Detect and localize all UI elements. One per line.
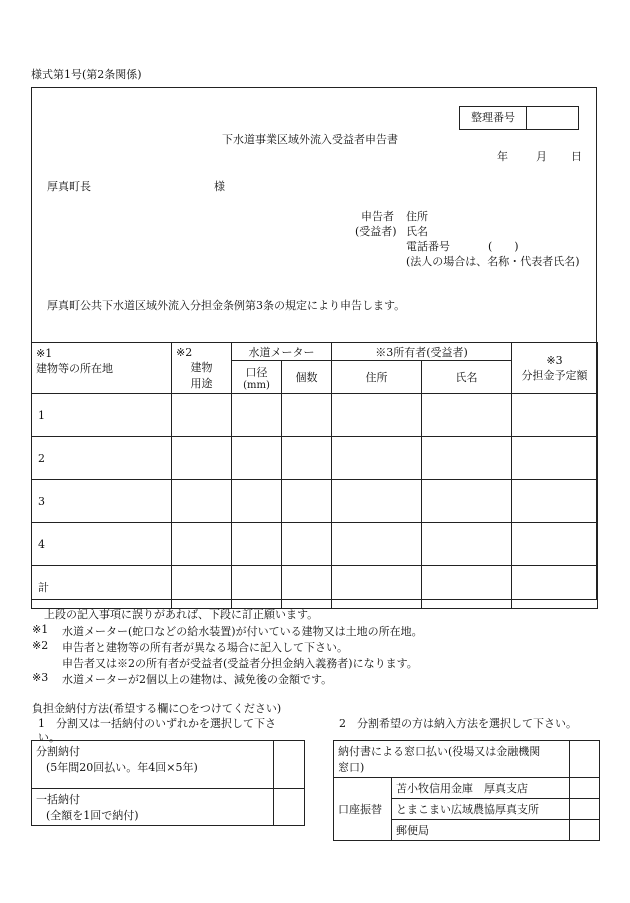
row-usage[interactable]: [172, 480, 232, 523]
total-count[interactable]: [282, 566, 332, 609]
meter-count-header: 個数: [282, 361, 332, 394]
amount-label: 分担金予定額: [521, 368, 588, 382]
row-usage[interactable]: [172, 394, 232, 437]
lump-detail: (全額を1回で納付): [46, 809, 139, 822]
note-1: 水道メーター(蛇口などの給水装置)が付いている建物又は土地の所在地。: [62, 625, 423, 638]
owner-header: ※3所有者(受益者): [332, 343, 512, 361]
total-location[interactable]: [32, 566, 172, 609]
row-count[interactable]: [282, 437, 332, 480]
row-amount[interactable]: [512, 394, 598, 437]
reference-label: 整理番号: [460, 107, 527, 129]
total-diameter[interactable]: [232, 566, 282, 609]
date-day: 日: [571, 150, 582, 163]
row-location[interactable]: [32, 437, 172, 480]
row-owner-address[interactable]: [332, 523, 422, 566]
usage-label-2: 用途: [190, 377, 213, 390]
row-amount[interactable]: [512, 480, 598, 523]
counter-check-cell[interactable]: [570, 741, 600, 778]
date-month: 月: [536, 150, 547, 163]
note-2-mark: ※2: [32, 639, 49, 652]
total-label: 計: [38, 581, 49, 594]
meter-diameter-label: 口径: [245, 365, 268, 379]
bank-1: 苫小牧信用金庫 厚真支店: [392, 778, 570, 799]
payment-left-instruction-1: 1 分割又は一括納付のいずれかを選択して下さ: [38, 717, 276, 730]
declaration-text: 厚真町公共下水道区域外流入分担金条例第3条の規定により申告します。: [47, 299, 406, 312]
row-owner-address[interactable]: [332, 480, 422, 523]
row-count[interactable]: [282, 523, 332, 566]
row-diameter[interactable]: [232, 394, 282, 437]
reference-value[interactable]: [527, 107, 578, 129]
meter-diameter-unit: (mm): [243, 379, 270, 391]
row-number: 4: [38, 537, 45, 551]
location-header: [32, 343, 172, 394]
row-amount[interactable]: [512, 437, 598, 480]
payment-left-instruction-2: い。: [38, 731, 60, 744]
note-3: 水道メーターが2個以上の建物は、減免後の金額です。: [62, 673, 333, 686]
lump-option: [32, 789, 274, 826]
row-owner-address[interactable]: [332, 437, 422, 480]
row-count[interactable]: [282, 480, 332, 523]
row-diameter[interactable]: [232, 523, 282, 566]
counter-label-1: 納付書による窓口払い(役場又は金融機関: [338, 745, 541, 758]
total-row: [32, 566, 598, 609]
note-1-mark: ※1: [32, 623, 49, 636]
bank-2-check-cell[interactable]: [570, 799, 600, 820]
row-number: 2: [38, 451, 45, 465]
declarant-role: 申告者: [361, 210, 394, 223]
installment-label: 分割納付: [36, 745, 80, 758]
total-amount[interactable]: [512, 566, 598, 609]
meter-header: 水道メーター: [232, 343, 332, 361]
location-mark: ※1: [36, 347, 53, 360]
meter-diameter-header: [232, 361, 282, 394]
total-owner-address[interactable]: [332, 566, 422, 609]
name-label: 氏名: [406, 225, 428, 238]
row-owner-address[interactable]: [332, 394, 422, 437]
row-location[interactable]: [32, 394, 172, 437]
form-title: 下水道事業区域外流入受益者申告書: [222, 133, 398, 146]
bank-3: 郵便局: [392, 820, 570, 841]
phone-label: 電話番号: [406, 240, 450, 253]
usage-label-1: 建物: [190, 361, 213, 374]
total-owner-name[interactable]: [422, 566, 512, 609]
bank-2: とまこまい広域農協厚真支所: [392, 799, 570, 820]
table-row: [32, 480, 598, 523]
table-row: [32, 437, 598, 480]
row-usage[interactable]: [172, 523, 232, 566]
row-usage[interactable]: [172, 437, 232, 480]
building-table: [31, 342, 598, 609]
beneficiary-role: (受益者): [355, 225, 397, 238]
row-number: 3: [38, 494, 45, 508]
payment-method-table: [31, 740, 305, 826]
owner-name-header: 氏名: [422, 361, 512, 394]
row-owner-name[interactable]: [422, 523, 512, 566]
lump-check-cell[interactable]: [274, 789, 305, 826]
owner-address-header: 住所: [332, 361, 422, 394]
counter-label-2: 窓口): [338, 761, 365, 774]
table-row: [32, 523, 598, 566]
amount-mark: ※3: [546, 353, 563, 367]
bank-1-check-cell[interactable]: [570, 778, 600, 799]
row-location[interactable]: [32, 480, 172, 523]
bank-3-check-cell[interactable]: [570, 820, 600, 841]
row-owner-name[interactable]: [422, 480, 512, 523]
installment-check-cell[interactable]: [274, 741, 305, 789]
address-label: 住所: [406, 210, 428, 223]
amount-header: [512, 343, 598, 394]
note-2b: 申告者又は※2の所有者が受益者(受益者分担金納入義務者)になります。: [62, 657, 418, 670]
row-count[interactable]: [282, 394, 332, 437]
counter-option: [334, 741, 570, 778]
payment-right-instruction: 2 分割希望の方は納入方法を選択して下さい。: [339, 717, 577, 730]
table-row: [32, 394, 598, 437]
note-3-mark: ※3: [32, 671, 49, 684]
installment-method-table: [333, 740, 600, 841]
row-owner-name[interactable]: [422, 394, 512, 437]
transfer-label: 口座振替: [334, 778, 392, 841]
row-number: 1: [38, 408, 45, 422]
total-usage[interactable]: [172, 566, 232, 609]
installment-detail: (5年間20回払い。年4回×5年): [46, 761, 198, 774]
reference-box: [459, 106, 579, 130]
location-label: 建物等の所在地: [36, 362, 113, 375]
row-location[interactable]: [32, 523, 172, 566]
lump-label: 一括納付: [36, 793, 80, 806]
payment-heading: 負担金納付方法(希望する欄に○をつけてください): [32, 702, 282, 715]
phone-parens: ( ): [488, 240, 519, 253]
form-number: 様式第1号(第2条関係): [31, 68, 142, 81]
row-owner-name[interactable]: [422, 437, 512, 480]
usage-mark: ※2: [176, 346, 193, 359]
installment-option: [32, 741, 274, 789]
date-year: 年: [497, 150, 508, 163]
usage-header: [172, 343, 232, 394]
corporate-note: (法人の場合は、名称・代表者氏名): [406, 255, 580, 268]
row-amount[interactable]: [512, 523, 598, 566]
addressee-name: 厚真町長: [47, 180, 91, 193]
addressee-honorific: 様: [214, 180, 225, 193]
row-diameter[interactable]: [232, 437, 282, 480]
row-diameter[interactable]: [232, 480, 282, 523]
note-correction: 上段の記入事項に誤りがあれば、下段に訂正願います。: [44, 608, 319, 621]
note-2: 申告者と建物等の所有者が異なる場合に記入して下さい。: [62, 641, 348, 654]
